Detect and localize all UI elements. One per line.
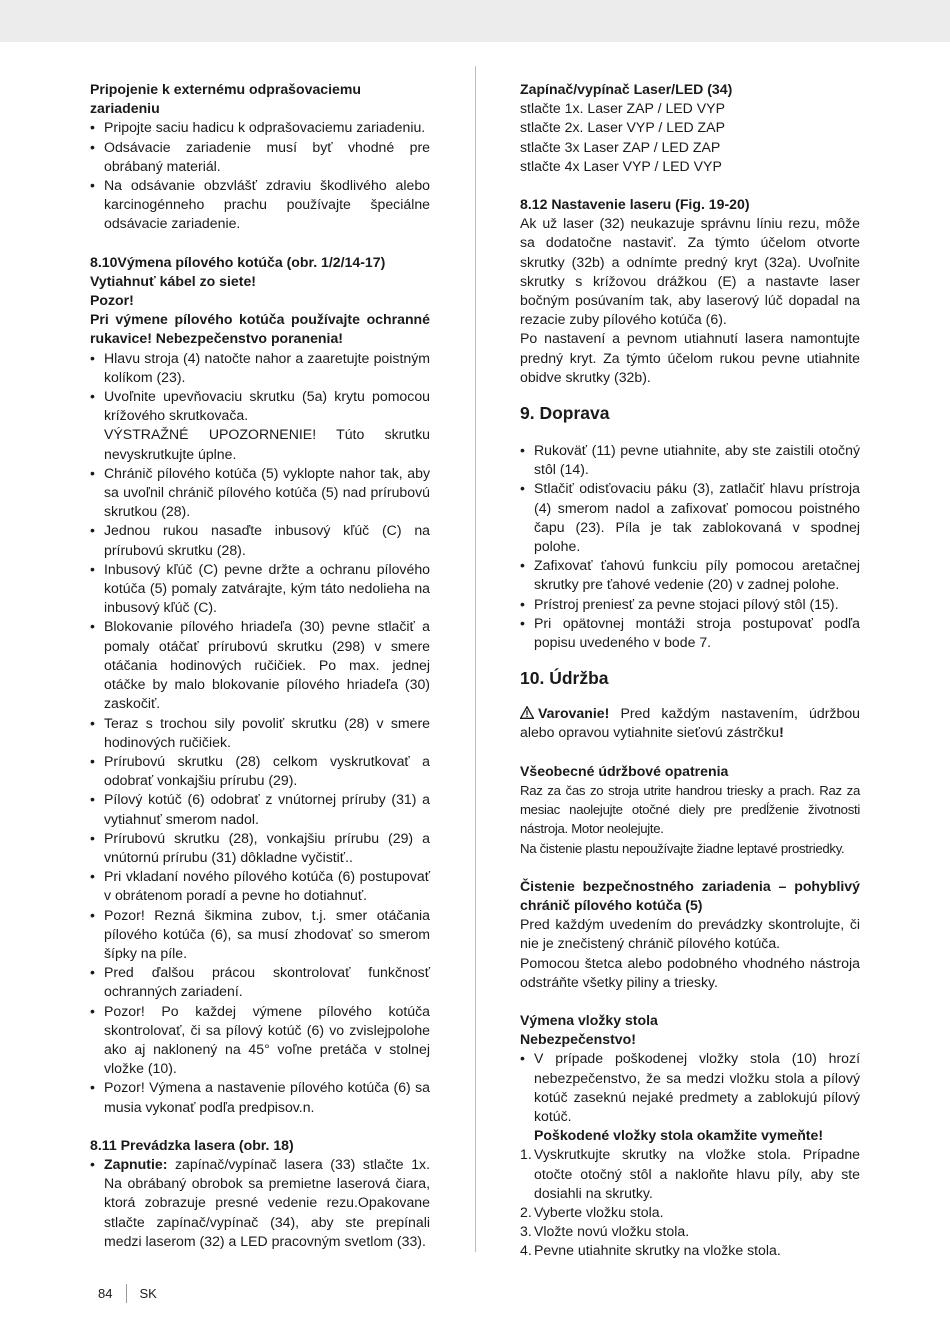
list-item: • Hlavu stroja (4) natočte nahor a zaaretujte poistným kolíkom (23). [90, 349, 430, 387]
heading-laser-adjust: 8.12 Nastavenie laseru (Fig. 19-20) [520, 196, 750, 213]
top-bar [0, 0, 950, 42]
heading-blade-change: 8.10Výmena pílového kotúča (obr. 1/2/14-17) [90, 253, 386, 270]
list-item [520, 1049, 860, 1145]
maintenance-warning [520, 704, 860, 742]
list-item: • Pred ďalšou prácou skontrolovať funkčnosť ochranných zariadení. [90, 963, 430, 1001]
list-item: • Uvoľnite upevňovaciu skrutku (5a) krytu pomocou krížového skrutkovača. [90, 387, 430, 425]
laser-switch-line: stlačte 1x. Laser ZAP / LED VYP [520, 100, 725, 117]
warning-attention: Pozor! [90, 292, 134, 309]
section-maintenance-title: 10. Údržba [520, 668, 609, 689]
laser-adjust-text-2: Po nastavení a pevnom utiahnutí lasera namontujte predný kryt. Za týmto účelom rukou pevne utiahnite obidve skrutky (32b). [520, 330, 860, 385]
cleaning-text-2: Pomocou štetca alebo podobného vhodného nástroja odstráňte všetky piliny a triesky. [520, 954, 860, 990]
list-item: • Blokovanie pílového hriadeľa (30) pevne stlačiť a pomaly otáčať prírubovú skrutku (298) v smere otáčania hodinových ručičiek. Po max. jednej otáčke by malo blokovanie pílového hriadeľa (30) zaskočiť. [90, 617, 430, 713]
danger-label: Nebezpečenstvo! [520, 1031, 636, 1048]
danger-list [520, 1049, 860, 1145]
list-item: • Teraz s trochou sily povoliť skrutku (28) v smere hodinových ručičiek. [90, 714, 430, 752]
general-maintenance-text: Raz za čas zo stroja utrite handrou triesky a prach. Raz za mesiac naolejujte otočné diely pre predĺženie životnosti nástroja. Motor neolejujte. [520, 782, 860, 837]
list-item: • Pozor! Výmena a nastavenie pílového kotúča (6) sa musia vykonať podľa predpisov.n. [90, 1078, 430, 1116]
list-item: • Prístroj preniesť za pevne stojaci pílový stôl (15). [520, 595, 860, 614]
page-footer [98, 1284, 157, 1303]
list-item: • Pílový kotúč (6) odobrať z vnútornej príruby (31) a vytiahnuť smerom nadol. [90, 790, 430, 828]
blade-change-list [90, 349, 430, 1117]
heading-dust-extraction: Pripojenie k externému odprašovaciemu zariadeniu [90, 81, 362, 117]
list-item: • Inbusový kľúč (C) pevne držte a ochranu pílového kotúča (5) pomaly zatvárajte, kým táto nedolieha na inbusový kľúč (C). [90, 560, 430, 618]
laser-switch-line: stlačte 3x Laser ZAP / LED ZAP [520, 138, 721, 155]
list-item: • Pozor! Po každej výmene pílového kotúča skontrolovať, či sa pílový kotúč (6) vo zvislejpolohe ako aj naklonený na 45° voľne pretáča v stolnej vložke (10). [90, 1002, 430, 1079]
cleaning-text: Pred každým uvedením do prevádzky skontrolujte, či nie je znečistený chránič pílového kotúča. [520, 916, 860, 952]
list-item: • Prírubovú skrutku (28), vonkajšiu prírubu (29) a vnútornú prírubu (31) dôkladne vyčistiť.. [90, 829, 430, 867]
list-item: • Chránič pílového kotúča (5) vyklopte nahor tak, aby sa uvoľnil chránič pílového kotúča (5) nad prírubovú skrutkou (28). [90, 464, 430, 522]
danger-text: V prípade poškodenej vložky stola (10) hrozí nebezpečenstvo, že sa medzi vložku stola a pílový kotúč zaseknú nejaké predmety a zablokujú pílový kotúč. [534, 1050, 860, 1124]
step-number: 1. [520, 1146, 532, 1163]
step-text: Vyberte vložku stola. [534, 1203, 664, 1220]
list-item: • Odsávacie zariadenie musí byť vhodné pre obrábaný materiál. [90, 138, 430, 176]
section-transport-title: 9. Doprava [520, 403, 610, 424]
heading-general-maintenance: Všeobecné údržbové opatrenia [520, 762, 729, 779]
warning-icon [520, 706, 534, 719]
list-item [90, 1155, 430, 1251]
warning-exclamation: ! [779, 724, 784, 741]
column-divider [475, 66, 476, 1252]
table-insert-steps [520, 1145, 860, 1260]
laser-switch-line: stlačte 2x. Laser VYP / LED ZAP [520, 119, 725, 136]
list-item: • Jednou rukou nasaďte inbusový kľúč (C) na prírubovú skrutku (28). [90, 521, 430, 559]
list-item: • Stlačiť odisťovaciu páku (3), zatlačiť hlavu prístroja (4) smerom nadol a zafixovať pomocou poistného čapu (23). Píla je tak zablokovaná v spodnej polohe. [520, 479, 860, 556]
laser-switch-line: stlačte 4x Laser VYP / LED VYP [520, 157, 722, 174]
list-item: • Na odsávanie obzvlášť zdraviu škodlivého alebo karcinogénneho prachu používajte špeciálne odsávacie zariadenie. [90, 176, 430, 234]
list-item-note: VÝSTRAŽNÉ UPOZORNENIE! Túto skrutku nevyskrutkujte úplne. [104, 426, 430, 462]
step-item [520, 1203, 860, 1222]
step-text: Pevne utiahnite skrutky na vložke stola. [534, 1242, 781, 1259]
transport-list [520, 441, 860, 652]
step-number: 3. [520, 1223, 532, 1240]
page-number: 84 [98, 1284, 127, 1303]
step-text: Vyskrutkujte skrutky na vložke stola. Prípadne otočte otočný stôl a nakloňte hlavu píly, aby ste dosiahli na skrutky. [534, 1146, 860, 1201]
warning-unplug: Vytiahnuť kábel zo siete! [90, 272, 257, 289]
warning-text: Pred každým nastavením, údržbou alebo opravou vytiahnite sieťovú zástrčku [520, 705, 860, 741]
step-number: 4. [520, 1242, 532, 1259]
general-maintenance-text-2: Na čistenie plastu nepoužívajte žiadne leptavé prostriedky. [520, 840, 845, 856]
switch-on-text: zapínač/vypínač lasera (33) stlačte 1x. Na obrábaný obrobok sa premietne laserová čiara, ktorá zobrazuje presné vedenie rezu.Opakovane stlačte zapínač/vypínač (34), aby ste prepínali medzi laserom (32) a LED pracovným svetlom (33). [104, 1155, 430, 1249]
laser-operation-list [90, 1155, 430, 1251]
laser-adjust-text: Ak už laser (32) neukazuje správnu líniu rezu, môže sa dodatočne nastaviť. Za týmto účelom otvorte skrutky (32b) a odnímte predný kryt (32a). Uvoľnite skrutky s krížovou drážkou (E) a nastavte laser bočným posúvaním tak, aby laserový lúč dopadal na rezacie zuby pílového kotúča (6). [520, 215, 860, 328]
dust-extraction-list [90, 118, 430, 233]
warning-gloves: Pri výmene pílového kotúča používajte ochranné rukavice! Nebezpečenstvo poranenia! [90, 311, 430, 347]
list-item: • Pri opätovnej montáži stroja postupovať podľa popisu uvedeného v bode 7. [520, 614, 860, 652]
list-item: • Prírubovú skrutku (28) celkom vyskrutkovať a odobrať vonkajšiu prírubu (29). [90, 752, 430, 790]
list-item: • Pri vkladaní nového pílového kotúča (6) postupovať v obrátenom poradí a pevne ho dotiahnuť. [90, 867, 430, 905]
language-code: SK [139, 1286, 157, 1301]
step-text: Vložte novú vložku stola. [534, 1223, 690, 1240]
list-item: • Rukoväť (11) pevne utiahnite, aby ste zaistili otočný stôl (14). [520, 441, 860, 479]
step-item [520, 1241, 860, 1260]
left-column [90, 80, 430, 1251]
step-item [520, 1145, 860, 1203]
danger-bold-text: Poškodené vložky stola okamžite vymeňte! [534, 1127, 824, 1144]
warning-label: Varovanie! [538, 705, 610, 722]
right-column [520, 80, 860, 1261]
heading-laser-switch: Zapínač/vypínač Laser/LED (34) [520, 81, 733, 97]
heading-table-insert: Výmena vložky stola [520, 1011, 658, 1028]
heading-cleaning: Čistenie bezpečnostného zariadenia – pohyblivý chránič pílového kotúča (5) [520, 877, 860, 913]
step-number: 2. [520, 1203, 532, 1220]
switch-on-label: Zapnutie: [104, 1155, 168, 1172]
heading-laser-operation: 8.11 Prevádzka lasera (obr. 18) [90, 1136, 294, 1153]
list-item: • Pozor! Rezná šikmina zubov, t.j. smer otáčania pílového kotúča (6), sa musí zhodovať so smerom šípky na píle. [90, 906, 430, 964]
step-item [520, 1222, 860, 1241]
list-item: • Pripojte saciu hadicu k odprašovaciemu zariadeniu. [90, 118, 430, 137]
list-item: • Zafixovať ťahovú funkciu píly pomocou aretačnej skrutky pre ťahové vedenie (20) v zadnej polohe. [520, 556, 860, 594]
